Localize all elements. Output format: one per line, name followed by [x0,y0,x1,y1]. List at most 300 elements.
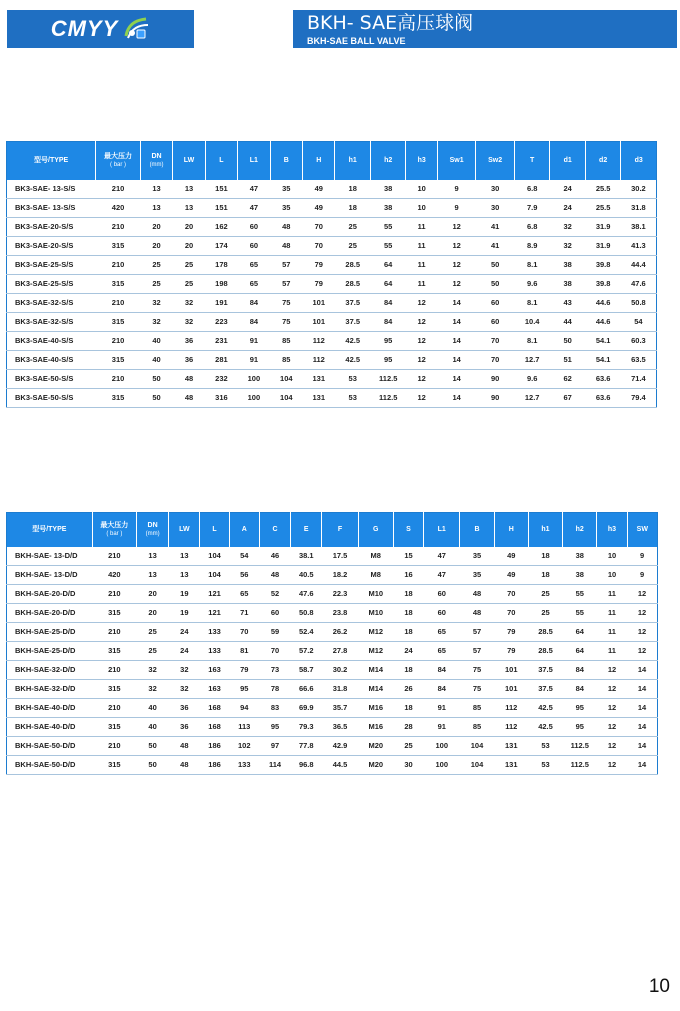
table-cell: 85 [472,703,482,712]
ss-column-header [476,142,515,180]
table-cell: 32 [152,298,161,307]
table-cell: 49 [314,184,323,193]
brand-logo [7,10,194,48]
table-row [7,584,658,603]
table-cell: 49 [314,203,323,212]
table-cell: 36 [184,336,194,345]
table-cell: 12 [607,684,617,693]
table-cell: 18 [404,627,413,636]
table-cell: 25 [348,222,357,231]
table-cell: 48 [472,608,482,617]
table-cell: 41.3 [631,241,646,250]
table-cell: 13 [184,184,194,193]
table-cell: 32 [184,298,194,307]
table-cell: 12 [417,298,426,307]
table-cell: 57 [282,260,291,269]
ss-spec-table-body [7,180,657,408]
table-cell: 37.5 [345,298,361,307]
table-cell: 28.5 [538,646,553,655]
dd-header-row [7,513,658,547]
table-cell: 12.7 [524,355,540,364]
table-cell: 46 [270,551,280,560]
model-cell: BK3-SAE- 13-S/S [15,184,76,193]
table-cell: 50.8 [631,298,646,307]
table-cell: 84 [384,317,393,326]
table-cell: 44.6 [595,317,611,326]
table-cell: 315 [111,279,125,288]
table-cell: 84 [437,684,446,693]
column-header-label: h2 [384,157,393,165]
page-subtitle: BKH-SAE BALL VALVE [307,36,406,46]
table-cell: 151 [215,184,228,193]
table-cell: 64 [384,279,393,288]
table-cell: 27.8 [332,646,348,655]
table-cell: 210 [111,336,125,345]
table-cell: 32 [184,317,194,326]
table-cell: 26.2 [332,627,348,636]
table-cell: 70 [240,627,249,636]
table-cell: 315 [108,760,121,769]
table-cell: 316 [215,393,228,402]
model-cell: BK3-SAE-40-S/S [15,336,74,345]
column-header-label: h3 [607,526,617,534]
table-cell: 174 [215,241,228,250]
model-cell: BK3-SAE- 13-S/S [15,203,76,212]
table-cell: 60 [249,222,259,231]
column-header-label: h1 [541,526,550,534]
table-cell: 62 [563,374,572,383]
dd-spec-table-body [7,547,658,775]
table-cell: 315 [111,317,125,326]
table-cell: 65 [437,627,446,636]
table-cell: 75 [472,684,482,693]
table-row [7,603,658,622]
table-row [7,660,658,679]
column-header-label: 型号/TYPE [34,157,69,165]
model-cell: BKH-SAE-40-D/D [15,703,76,712]
table-cell: 19 [180,589,189,598]
table-cell: 35 [282,203,291,212]
table-cell: 38.1 [631,222,646,231]
table-row [7,565,658,584]
table-cell: 11 [608,646,616,655]
dd-column-header [136,513,168,547]
dd-column-header [200,513,229,547]
table-cell: 95 [575,722,584,731]
table-cell: 315 [108,646,121,655]
ss-column-header [270,142,302,180]
table-cell: 85 [282,336,291,345]
table-cell: 47.6 [631,279,646,288]
table-cell: M16 [368,703,384,712]
table-cell: 102 [238,741,251,750]
table-cell: 50 [148,760,157,769]
column-header-label: F [337,526,343,534]
table-cell: 13 [180,551,189,560]
table-cell: 57 [282,279,291,288]
page-number: 10 [648,976,670,997]
table-cell: 11 [417,222,426,231]
column-header-label: B [283,157,289,165]
table-cell: 91 [437,703,446,712]
model-cell: BKH-SAE-40-D/D [15,722,76,731]
table-cell: 58.7 [298,665,314,674]
table-cell: 70 [490,355,500,364]
table-cell: 133 [208,646,221,655]
table-cell: 121 [208,589,221,598]
ss-column-header [7,142,96,180]
table-cell: 95 [270,722,280,731]
table-cell: 112.5 [570,741,589,750]
dd-column-header [229,513,259,547]
table-cell: 95 [240,684,249,693]
table-cell: 60 [437,589,446,598]
table-cell: 39.8 [595,279,611,288]
table-cell: 186 [208,760,221,769]
table-cell: 104 [470,760,484,769]
table-cell: 51 [563,355,572,364]
table-cell: 14 [452,336,461,345]
table-cell: 112.5 [570,760,589,769]
table-cell: 11 [608,589,616,598]
table-cell: 53 [541,741,550,750]
table-cell: 55 [575,589,584,598]
table-cell: 315 [111,241,125,250]
table-cell: 32 [180,684,189,693]
table-cell: 31.8 [631,203,646,212]
table-cell: 178 [215,260,228,269]
table-cell: 73 [270,665,280,674]
table-cell: 49 [507,570,516,579]
table-cell: 95 [575,703,584,712]
ss-column-header [96,142,141,180]
table-cell: 64 [575,627,584,636]
column-header-label: d2 [599,157,608,165]
table-cell: 55 [384,222,393,231]
table-cell: 8.1 [526,260,538,269]
table-cell: 75 [282,317,291,326]
table-cell: 104 [208,570,221,579]
dd-column-header [424,513,460,547]
model-cell: BKH-SAE-20-D/D [15,589,76,598]
dd-column-header [393,513,423,547]
table-cell: 8.1 [526,336,538,345]
table-cell: 12 [417,355,426,364]
table-cell: 38 [384,184,393,193]
table-cell: 63.5 [631,355,646,364]
table-cell: 20 [152,222,161,231]
column-header-label: S [406,526,411,534]
table-cell: 48 [180,760,189,769]
table-cell: 20 [152,241,161,250]
table-cell: 53 [348,374,357,383]
column-header-label: B [474,526,480,534]
model-cell: BK3-SAE-20-S/S [15,222,74,231]
table-cell: 53 [541,760,550,769]
table-cell: 12 [607,760,617,769]
table-cell: 13 [152,184,161,193]
table-row [7,698,658,717]
table-cell: 57.2 [298,646,314,655]
table-cell: 35 [472,570,482,579]
dd-column-header [358,513,393,547]
ss-column-header [406,142,437,180]
model-cell: BK3-SAE-40-S/S [15,355,74,364]
column-header-label: h2 [575,526,584,534]
table-cell: 12 [637,608,647,617]
table-cell: 18 [404,589,413,598]
table-cell: 6.8 [526,184,538,193]
table-cell: 57 [472,627,482,636]
table-cell: 44.5 [332,760,348,769]
table-cell: 83 [270,703,280,712]
table-cell: 60 [437,608,446,617]
table-cell: 315 [111,393,125,402]
ss-spec-table-header [7,142,657,180]
table-cell: 90 [490,393,500,402]
table-cell: 12 [637,627,647,636]
table-cell: 48 [282,241,291,250]
model-cell: BKH-SAE-50-D/D [15,760,76,769]
table-cell: 48 [282,222,291,231]
table-cell: 32 [180,665,189,674]
table-cell: 32 [563,222,572,231]
table-cell: 50 [490,279,500,288]
table-cell: 84 [575,665,584,674]
table-cell: 191 [215,298,228,307]
ss-column-header [205,142,237,180]
table-cell: 41 [490,241,500,250]
model-cell: BKH-SAE-25-D/D [15,646,76,655]
table-cell: 18 [404,703,413,712]
table-cell: 70 [314,241,323,250]
table-cell: 50 [152,374,161,383]
column-header-label: L [212,526,217,534]
table-cell: 79 [507,627,516,636]
table-cell: 10.4 [524,317,540,326]
dd-column-header [494,513,528,547]
ss-column-header [238,142,270,180]
table-cell: M10 [368,589,384,598]
table-cell: 85 [472,722,482,731]
column-header-label: C [272,526,278,534]
table-cell: 18 [404,665,413,674]
column-header-label: d3 [634,157,643,165]
page-title: BKH- SAE高压球阀 [307,12,474,34]
model-cell: BK3-SAE-32-S/S [15,317,74,326]
column-header-label: h1 [348,157,357,165]
dd-column-header [169,513,200,547]
table-cell: 9 [454,203,459,212]
table-cell: 40 [152,355,161,364]
table-cell: 47 [249,184,259,193]
table-cell: 35 [472,551,482,560]
table-cell: 77.8 [298,741,314,750]
table-cell: 28.5 [538,627,553,636]
table-cell: 315 [108,684,121,693]
table-cell: 36.5 [332,722,348,731]
table-cell: 44.4 [631,260,646,269]
table-cell: M14 [368,684,384,693]
table-cell: 38 [563,279,572,288]
table-cell: 24 [563,184,572,193]
table-cell: 70 [490,336,500,345]
table-cell: 281 [215,355,228,364]
table-cell: 91 [249,355,259,364]
table-cell: 112.5 [379,374,398,383]
table-cell: M20 [368,760,384,769]
table-cell: 198 [215,279,228,288]
column-header-unit: ( bar ) [110,161,127,168]
table-cell: 11 [417,279,426,288]
table-cell: 32 [148,684,157,693]
table-row [7,255,657,274]
table-cell: 162 [215,222,228,231]
table-cell: 100 [247,393,261,402]
table-cell: 25 [404,741,413,750]
table-cell: 112 [505,722,518,731]
dd-spec-table-header [7,513,658,547]
table-cell: 210 [111,374,125,383]
table-cell: 210 [108,741,121,750]
table-row [7,369,657,388]
ss-spec-table [6,141,657,408]
column-header-label: 最大压力 [104,152,133,160]
table-cell: 113 [238,722,251,731]
table-cell: 28.5 [345,260,361,269]
table-cell: 101 [504,684,518,693]
table-cell: 12 [452,241,461,250]
table-cell: 64 [384,260,393,269]
table-cell: 20 [148,608,157,617]
dd-column-header [563,513,597,547]
table-cell: 25 [541,608,550,617]
table-cell: 210 [108,665,121,674]
table-cell: 79 [314,279,323,288]
table-cell: 13 [148,551,157,560]
dd-column-header [291,513,322,547]
table-cell: 48 [180,741,189,750]
table-cell: M12 [368,627,384,636]
table-cell: 95 [384,355,393,364]
table-cell: 14 [452,317,461,326]
table-cell: 79 [507,646,516,655]
table-cell: 42.5 [538,703,553,712]
column-header-label: Sw1 [449,157,464,165]
table-cell: 223 [215,317,228,326]
table-cell: 42.5 [345,355,361,364]
table-cell: 44.6 [595,298,611,307]
table-cell: 30 [404,760,413,769]
ss-column-header [514,142,549,180]
table-cell: 28 [404,722,413,731]
table-cell: 75 [472,665,482,674]
table-row [7,547,658,566]
table-cell: 19 [180,608,189,617]
table-cell: 9 [639,551,645,560]
table-cell: 60 [490,317,500,326]
table-cell: 11 [608,608,616,617]
table-cell: 18 [348,203,357,212]
table-cell: 60 [270,608,280,617]
dd-column-header [528,513,562,547]
ss-column-header [140,142,172,180]
valve-handle-icon [122,16,150,42]
table-cell: M20 [368,741,384,750]
table-cell: 12 [607,703,617,712]
table-cell: 25 [541,589,550,598]
table-cell: 13 [184,203,194,212]
table-cell: 11 [417,241,426,250]
table-cell: 24 [404,646,413,655]
dd-spec-table [6,512,658,775]
table-cell: 59 [270,627,280,636]
table-cell: 75 [282,298,291,307]
table-cell: 17.5 [332,551,348,560]
table-cell: 12 [452,260,461,269]
table-cell: 232 [215,374,228,383]
model-cell: BKH-SAE-25-D/D [15,627,76,636]
table-cell: 10 [607,551,617,560]
table-cell: 151 [215,203,228,212]
table-cell: 121 [208,608,221,617]
table-cell: 20 [184,222,194,231]
column-header-label: H [508,526,514,534]
table-cell: 38 [563,260,572,269]
table-cell: 315 [111,355,125,364]
table-cell: 81 [240,646,249,655]
table-cell: 38 [575,551,584,560]
table-cell: 25 [148,627,157,636]
table-cell: 14 [452,393,461,402]
table-cell: 78 [270,684,280,693]
table-cell: 18 [348,184,357,193]
model-cell: BK3-SAE-50-S/S [15,393,74,402]
table-cell: 14 [637,722,647,731]
table-cell: 50 [490,260,500,269]
table-cell: 12 [417,336,426,345]
table-cell: 48 [270,570,280,579]
table-row [7,717,658,736]
table-cell: 24 [180,646,189,655]
table-cell: 37.5 [345,317,361,326]
column-header-unit: (mm) [149,161,164,168]
table-cell: 114 [268,760,282,769]
table-row [7,293,657,312]
table-cell: 37.5 [538,665,553,674]
table-cell: 40 [148,703,157,712]
column-header-label: DN [147,521,158,529]
table-row [7,679,658,698]
model-cell: BK3-SAE-25-S/S [15,260,74,269]
table-cell: 12 [417,374,426,383]
table-cell: 52.4 [298,627,314,636]
dd-column-header [322,513,358,547]
table-cell: 79 [240,665,249,674]
logo-text: CMYY [50,16,119,41]
table-cell: 28.5 [345,279,361,288]
table-cell: 231 [215,336,228,345]
table-cell: 31.8 [332,684,348,693]
dd-column-header [627,513,657,547]
table-cell: M8 [370,551,381,560]
table-cell: 25 [152,260,161,269]
table-cell: 14 [637,684,647,693]
table-cell: 96.8 [298,760,314,769]
table-cell: 37.5 [538,684,553,693]
table-cell: 14 [637,703,647,712]
table-cell: 24 [180,627,189,636]
